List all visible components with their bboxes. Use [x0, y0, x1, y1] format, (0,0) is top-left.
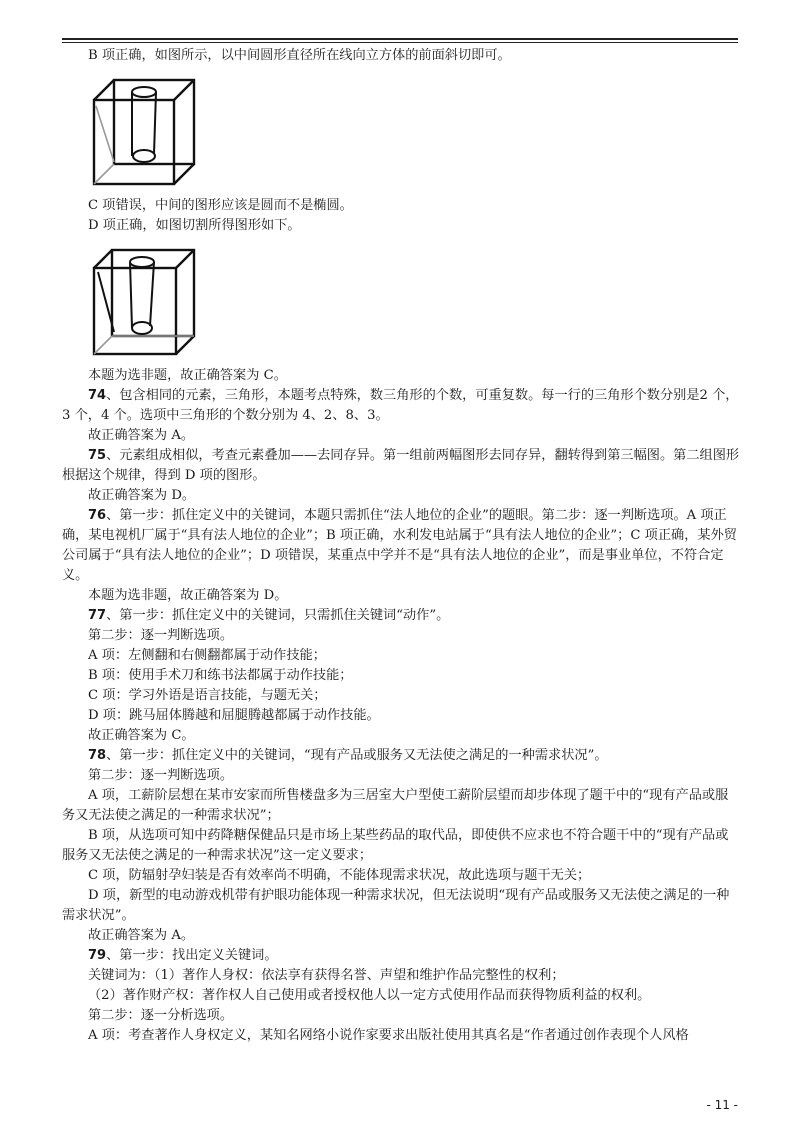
header-rule-thick — [62, 38, 738, 40]
question-78-step2: 第二步：逐一判断选项。 — [88, 768, 234, 783]
question-number-77: 77 — [88, 608, 107, 623]
question-78-text: 、第一步：抓住定义中的关键词，“现有产品或服务又无法使之满足的一种需求状况”。 — [106, 748, 608, 763]
question-78-option-a: A 项，工薪阶层想在某市安家而所售楼盘多为三居室大户型使工薪阶层望而却步体现了题干中的“现有产品或服务又无法使之满足的一种需求状况”； — [62, 788, 729, 823]
question-79-keyword-2: （2）著作财产权：著作权人自己使用或者授权他人以一定方式使用作品而获得物质利益的权利。 — [88, 988, 651, 1003]
question-77-option-d: D 项：跳马屈体腾越和屈腿腾越都属于动作技能。 — [88, 708, 380, 723]
question-75 — [62, 446, 740, 486]
question-78-option-d: D 项，新型的电动游戏机带有护眼功能体现一种需求状况，但无法说明“现有产品或服务又无法使之满足的一种需求状况”。 — [62, 888, 730, 923]
question-76 — [62, 506, 740, 586]
cube-figure-2 — [88, 246, 198, 358]
question-79-option-a: A 项：考查著作人身权定义，某知名网络小说作家要求出版社使用其真名是“作者通过创作表现个人风格 — [88, 1028, 689, 1043]
question-75-text: 、元素组成相似，考查元素叠加——去同存异。第一组前两幅图形去同存异，翻转得到第三幅图。第二组图形根据这个规律，得到 D 项的图形。 — [62, 448, 740, 483]
question-77-option-b: B 项：使用手术刀和练书法都属于动作技能； — [88, 668, 353, 683]
answer-75: 故正确答案为 D。 — [88, 488, 196, 503]
question-77-option-c: C 项：学习外语是语言技能，与题无关； — [88, 688, 327, 703]
question-78-option-c: C 项，防辐射孕妇装是否有效率尚不明确，不能体现需求状况，故此选项与题干无关； — [88, 868, 591, 883]
question-74 — [62, 386, 740, 426]
question-79-keyword-1: 关键词为：（1）著作人身权：依法享有获得名誉、声望和维护作品完整性的权利； — [88, 968, 565, 983]
cube-figure-1 — [88, 76, 198, 188]
question-number-74: 74 — [88, 388, 107, 403]
question-77-text: 、第一步：抓住定义中的关键词，只需抓住关键词“动作”。 — [106, 608, 450, 623]
question-77-step2: 第二步：逐一判断选项。 — [88, 628, 234, 643]
answer-78: 故正确答案为 A。 — [88, 928, 195, 943]
question-76-text: 、第一步：抓住定义中的关键词，本题只需抓住“法人地位的企业”的题眼。第二步：逐一判断选项。A 项正确，某电视机厂属于“具有法人地位的企业”；B 项正确，水利发电站属于“具有法人地位的企业”；C 项正确，某外贸公司属于“具有法人地位的企业”；D 项错误，某重点中学并不是“具有法人地位的企业”，而是事业单位，不符合定义。 — [62, 508, 737, 583]
question-78-option-b: B 项，从选项可知中药降糖保健品只是市场上某些药品的取代品，即使供不应求也不符合题干中的“现有产品或服务又无法使之满足的一种需求状况”这一定义要求； — [62, 828, 729, 863]
page-number: - 11 - — [706, 1098, 738, 1112]
page-body — [62, 46, 740, 1046]
question-77-option-a: A 项：左侧翻和右侧翻都属于动作技能； — [88, 648, 326, 663]
answer-77: 故正确答案为 C。 — [88, 728, 195, 743]
question-79 — [62, 946, 740, 966]
header-rule-thin — [62, 42, 738, 43]
question-number-79: 79 — [88, 948, 107, 963]
question-77 — [62, 606, 740, 626]
paragraph-c-wrong: C 项错误，中间的图形应该是圆而不是椭圆。 — [88, 198, 353, 213]
question-79-text: 、第一步：找出定义关键词。 — [106, 948, 278, 963]
question-number-78: 78 — [88, 748, 107, 763]
question-number-76: 76 — [88, 508, 107, 523]
answer-76: 本题为选非题，故正确答案为 D。 — [88, 588, 288, 603]
paragraph-b-correct: B 项正确，如图所示，以中间圆形直径所在线向立方体的前面斜切即可。 — [88, 48, 511, 63]
question-number-75: 75 — [88, 448, 107, 463]
question-78 — [62, 746, 740, 766]
question-79-step2: 第二步：逐一分析选项。 — [88, 1008, 234, 1023]
answer-73: 本题为选非题，故正确答案为 C。 — [88, 368, 287, 383]
question-74-text: 、包含相同的元素，三角形，本题考点特殊，数三角形的个数，可重复数。每一行的三角形个数分别是2 个，3 个，4 个。选项中三角形的个数分别为 4、2、8、3。 — [62, 388, 739, 423]
answer-74: 故正确答案为 A。 — [88, 428, 195, 443]
paragraph-d-correct: D 项正确，如图切割所得图形如下。 — [88, 218, 301, 233]
